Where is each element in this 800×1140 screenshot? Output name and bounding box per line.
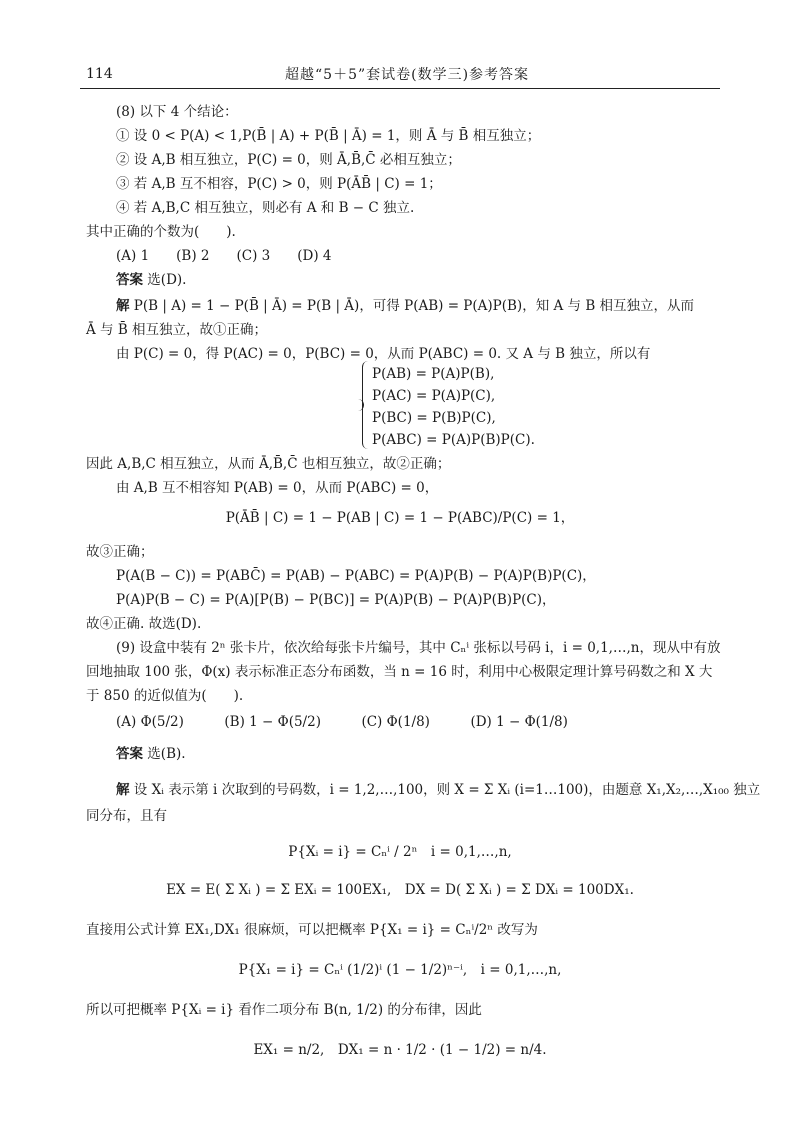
solution-label: 解 — [116, 782, 130, 798]
q9-formula-result: EX₁ = n/2, DX₁ = n · 1/2 · (1 − 1/2) = n/4. — [253, 1042, 547, 1058]
q8-solution-line-9: P(A)P(B − C) = P(A)[P(B) − P(BC)] = P(A)P(B) − P(A)P(B)P(C)， — [116, 592, 556, 608]
q9-formula-expectation-variance: EX = E( Σ Xᵢ ) = Σ EXᵢ = 100EX₁, DX = D( Σ Xᵢ ) = Σ DXᵢ = 100DX₁. — [166, 882, 634, 898]
q8-stem: (8) 以下 4 个结论： — [116, 104, 238, 120]
q9-formula-binomial: P{X₁ = i} = Cₙⁱ (1/2)ⁱ (1 − 1/2)ⁿ⁻ⁱ, i = 0,1,…,n, — [238, 962, 562, 978]
solution-text: P(B | A) = 1 − P(B̄ | Ā) = P(B | Ā)，可得 P(AB) = P(A)P(B)，知 A 与 B 相互独立，从而 — [133, 298, 695, 314]
q8-conclusion-2: ② 设 A,B 相互独立，P(C) = 0，则 Ā,B̄,C̄ 必相互独立； — [116, 152, 461, 168]
q9-solution-line-3: 直接用公式计算 EX₁,DX₁ 很麻烦，可以把概率 P{X₁ = i} = Cₙⁱ/2ⁿ 改写为 — [86, 922, 538, 938]
q9-stem-1: (9) 设盒中装有 2ⁿ 张卡片，依次给每张卡片编号，其中 Cₙⁱ 张标以号码 i，i = 0,1,…,n，现从中有放 — [116, 640, 721, 656]
answer-text: 选(D). — [147, 272, 187, 288]
q8-solution-line-2: Ā 与 B̄ 相互独立，故①正确； — [86, 322, 268, 338]
q8-solution-line-10: 故④正确. 故选(D). — [86, 616, 202, 632]
q8-conclusion-1: ① 设 0 < P(A) < 1,P(B̄ | A) + P(B̄ | Ā) = 1，则 Ā 与 B̄ 相互独立； — [116, 128, 541, 144]
q9-formula-pmf: P{Xᵢ = i} = Cₙⁱ / 2ⁿ i = 0,1,…,n, — [288, 844, 512, 860]
q8-conclusion-3: ③ 若 A,B 互不相容，P(C) > 0，则 P(ĀB̄ | C) = 1； — [116, 176, 442, 192]
q9-solution-line-4: 所以可把概率 P{Xᵢ = i} 看作二项分布 B(n, 1/2) 的分布律，因此 — [86, 1002, 482, 1018]
q9-stem-3: 于 850 的近似值为( ). — [86, 688, 244, 704]
q9-options: (A) Φ(5/2) (B) 1 − Φ(5/2) (C) Φ(1/8) (D) 1 − Φ(1/8) — [116, 714, 568, 730]
answer-text: 选(B). — [147, 746, 186, 762]
system-eq-4: P(ABC) = P(A)P(B)P(C). — [372, 432, 535, 448]
solution-text: 设 Xᵢ 表示第 i 次取到的号码数，i = 1,2,…,100，则 X = Σ Xᵢ (i=1…100)，由题意 X₁,X₂,…,X₁₀₀ 独立 — [133, 782, 761, 798]
q9-solution-line-2: 同分布，且有 — [86, 808, 167, 824]
running-header-title: 超越“5＋5”套试卷(数学三)参考答案 — [285, 67, 530, 83]
q8-solution-line-7: 故③正确； — [86, 544, 154, 560]
solution-label: 解 — [116, 298, 130, 314]
system-eq-3: P(BC) = P(B)P(C), — [372, 410, 496, 426]
answer-label: 答案 — [116, 272, 143, 288]
system-eq-1: P(AB) = P(A)P(B), — [372, 366, 495, 382]
q9-solution-line-1 — [116, 780, 760, 800]
page-number: 114 — [86, 66, 113, 82]
q9-stem-2: 回地抽取 100 张，Φ(x) 表示标准正态分布函数，当 n = 16 时，利用中心极限定理计算号码数之和 X 大 — [86, 664, 713, 680]
q8-solution-line-4: 因此 A,B,C 相互独立，从而 Ā,B̄,C̄ 也相互独立，故②正确； — [86, 456, 451, 472]
q8-options: (A) 1 (B) 2 (C) 3 (D) 4 — [116, 248, 332, 264]
q8-formula-conditional: P(ĀB̄ | C) = 1 − P(AB | C) = 1 − P(ABC)/P(C) = 1， — [225, 510, 575, 526]
q9-answer — [116, 744, 186, 764]
q8-solution-line-5: 由 A,B 互不相容知 P(AB) = 0，从而 P(ABC) = 0， — [116, 480, 439, 496]
q8-ask: 其中正确的个数为( ). — [86, 224, 236, 240]
q8-solution-line-1 — [116, 296, 694, 316]
system-eq-2: P(AC) = P(A)P(C), — [372, 388, 496, 404]
q8-answer — [116, 270, 186, 290]
header-rule — [80, 88, 720, 89]
q8-conclusion-4: ④ 若 A,B,C 相互独立，则必有 A 和 B − C 独立. — [116, 200, 415, 216]
q8-solution-line-3: 由 P(C) = 0，得 P(AC) = 0，P(BC) = 0，从而 P(ABC) = 0. 又 A 与 B 独立，所以有 — [116, 346, 651, 362]
answer-label: 答案 — [116, 746, 143, 762]
q8-solution-line-8: P(A(B − C)) = P(ABC̄) = P(AB) − P(ABC) = P(A)P(B) − P(A)P(B)P(C)， — [116, 568, 596, 584]
